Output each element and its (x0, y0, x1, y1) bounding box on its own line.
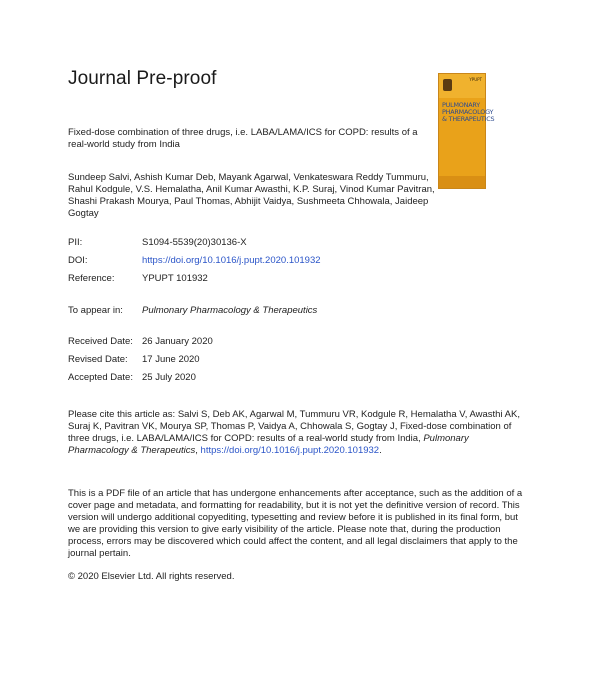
received-row (68, 336, 213, 347)
notice-paragraph: This is a PDF file of an article that has undergone enhancements after acceptance, such as the addition of a cover page and metadata, and formatting for readability, but it is not yet the definitive version of record. This version will undergo additional copyediting, typesetting and review before it is published in its final form, but we are providing this version to give early visibility of the article. Please note that, during the production process, errors may be discovered which could affect the content, and all legal disclaimers that apply to the journal pertain. (68, 488, 523, 559)
citation-paragraph (68, 409, 528, 457)
citation-suffix: . (379, 445, 382, 456)
accepted-value: 25 July 2020 (142, 372, 196, 383)
cover-title-line-2: PHARMACOLOGY (442, 108, 494, 116)
page-title: Journal Pre-proof (68, 68, 217, 89)
received-label: Received Date: (68, 336, 133, 347)
reference-value: YPUPT 101932 (142, 273, 208, 284)
accepted-label: Accepted Date: (68, 372, 133, 383)
cover-code: YPUPT (469, 77, 482, 82)
appear-label: To appear in: (68, 305, 123, 316)
citation-journal: Pulmonary Pharmacology & Therapeutics (68, 433, 469, 456)
citation-prefix: Please cite this article as: Salvi S, Deb AK, Agarwal M, Tummuru VR, Kodgule R, Hemalatha V, Awasthi AK, Suraj K, Pavitran VK, Mourya SP, Thomas P, Vaidya A, Chhowala S, Gogtay J, Fixed-dose combination of three drugs, i.e. LABA/LAMA/ICS for COPD: results of a real-world study from India, (68, 409, 520, 444)
cover-title-line-1: PULMONARY (442, 101, 480, 109)
revised-value: 17 June 2020 (142, 354, 200, 365)
reference-label: Reference: (68, 273, 115, 284)
accepted-row (68, 372, 196, 383)
pii-value: S1094-5539(20)30136-X (142, 237, 247, 248)
copyright-notice: © 2020 Elsevier Ltd. All rights reserved. (68, 571, 235, 582)
pii-row (68, 237, 247, 248)
author-list: Sundeep Salvi, Ashish Kumar Deb, Mayank Agarwal, Venkateswara Reddy Tummuru, Rahul Kodgule, V.S. Hemalatha, Anil Kumar Awasthi, K.P. Suraj, Vinod Kumar Pavitran, Shashi Prakash Mourya, Paul Thomas, Abhijit Vaidya, Sushmeeta Chhowala, Jaideep Gogtay (68, 172, 435, 219)
journal-cover-thumbnail[interactable] (438, 73, 495, 189)
revised-row (68, 354, 200, 365)
revised-label: Revised Date: (68, 354, 128, 365)
citation-separator: , (195, 445, 201, 456)
doi-link[interactable]: https://doi.org/10.1016/j.pupt.2020.101932 (142, 255, 321, 266)
received-value: 26 January 2020 (142, 336, 213, 347)
pii-label: PII: (68, 237, 83, 248)
cover-title-line-3: & THERAPEUTICS (442, 115, 495, 123)
doi-row (68, 255, 321, 266)
reference-row (68, 273, 208, 284)
appear-journal: Pulmonary Pharmacology & Therapeutics (142, 305, 318, 316)
appear-row (68, 305, 317, 316)
cover-bottom-stripe (439, 176, 485, 188)
article-title: Fixed-dose combination of three drugs, i.e. LABA/LAMA/ICS for COPD: results of a real-world study from India (68, 127, 418, 150)
elsevier-logo-icon (443, 79, 452, 91)
citation-doi-link[interactable]: https://doi.org/10.1016/j.pupt.2020.101932 (200, 445, 380, 456)
doi-label: DOI: (68, 255, 88, 266)
